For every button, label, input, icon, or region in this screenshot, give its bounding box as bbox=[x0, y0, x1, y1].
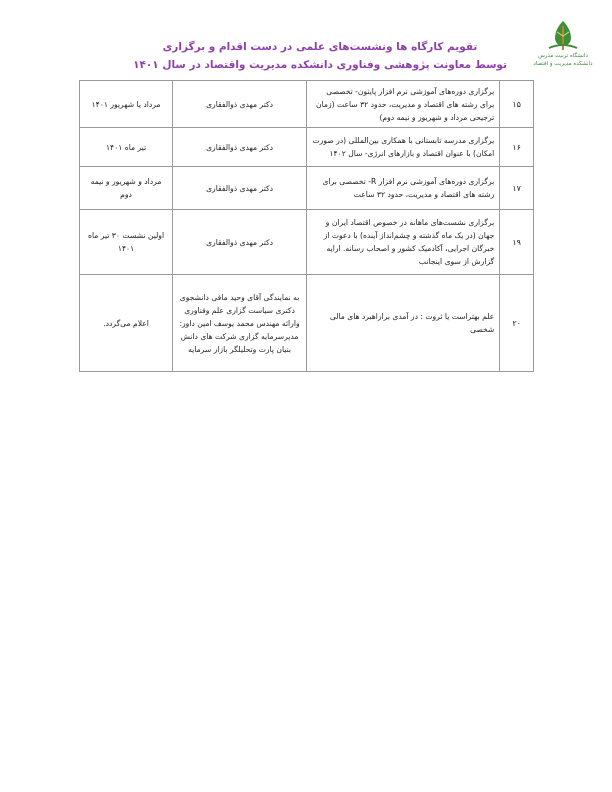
row-number: ۱۶ bbox=[500, 128, 534, 167]
table-row bbox=[80, 210, 534, 275]
table-row bbox=[80, 275, 534, 372]
row-number: ۱۵ bbox=[500, 81, 534, 128]
row-topic: برگزاری دوره‌های آموزشی نرم افزار پایتون- تخصصی برای رشته های اقتصاد و مدیریت، حدود ۳۲ ساعت (زمان ترجیحی مرداد و شهریور و نیمه دوم) bbox=[307, 81, 500, 128]
row-date: مرداد یا شهریور ۱۴۰۱ bbox=[80, 81, 173, 128]
row-number: ۱۹ bbox=[500, 210, 534, 275]
row-number: ۱۷ bbox=[500, 167, 534, 210]
row-person: دکتر مهدی ذوالفقاری bbox=[173, 128, 307, 167]
page-title-line1: تقویم کارگاه ها ونشست‌های علمی در دست اقدام و برگزاری bbox=[162, 41, 478, 53]
logo-text: دانشگاه تربیت مدرس bbox=[538, 53, 588, 59]
row-number: ۲۰ bbox=[500, 275, 534, 372]
row-topic: برگزاری دوره‌های آموزشی نرم افزار R- تخصصی برای رشته های اقتصاد و مدیریت، حدود ۳۲ ساعت bbox=[307, 167, 500, 210]
row-person: دکتر مهدی ذوالفقاری bbox=[173, 210, 307, 275]
table-row bbox=[80, 167, 534, 210]
row-person: به نمایندگی آقای وحید مافی دانشجوی دکتری سیاست گزاری علم وفناوری وارائه مهندس محمد یوسف امین داور: مدیرسرمایه گزاری شرکت های دانش بنیان پارت وتحلیلگر بازار سرمایه bbox=[173, 275, 307, 372]
events-table bbox=[79, 80, 534, 372]
table-row bbox=[80, 128, 534, 167]
row-person: دکتر مهدی ذوالفقاری bbox=[173, 167, 307, 210]
row-topic: برگزاری نشست‌های ماهانه در خصوص اقتصاد ایران و جهان (در یک ماه گذشته و چشم‌انداز آینده) با دعوت از خبرگان اجرایی، آکادمیک کشور و اصحاب رسانه. ارایه گزارش از سوی اینجانب bbox=[307, 210, 500, 275]
row-topic: برگزاری مدرسه تابستانی با همکاری بین‌المللی (در صورت امکان) با عنوان اقتصاد و بازارهای انرژی- سال ۱۴۰۲ bbox=[307, 128, 500, 167]
row-date: مرداد و شهریور و نیمه دوم bbox=[80, 167, 173, 210]
table-row bbox=[80, 81, 534, 128]
row-date: اولین نشست ۳۰ تیر ماه ۱۴۰۱ bbox=[80, 210, 173, 275]
logo-subtext: دانشکده مدیریت و اقتصاد bbox=[533, 61, 593, 67]
page-title-line2: توسط معاونت پژوهشی وفناوری دانشکده مدیریت واقتصاد در سال ۱۴۰۱ bbox=[133, 59, 507, 71]
row-date: اعلام می‌گردد. bbox=[80, 275, 173, 372]
row-date: تیر ماه ۱۴۰۱ bbox=[80, 128, 173, 167]
row-person: دکتر مهدی ذوالفقاری bbox=[173, 81, 307, 128]
row-topic: علم بهتراست یا ثروت : در آمدی براراهبرد های مالی شخصی bbox=[307, 275, 500, 372]
